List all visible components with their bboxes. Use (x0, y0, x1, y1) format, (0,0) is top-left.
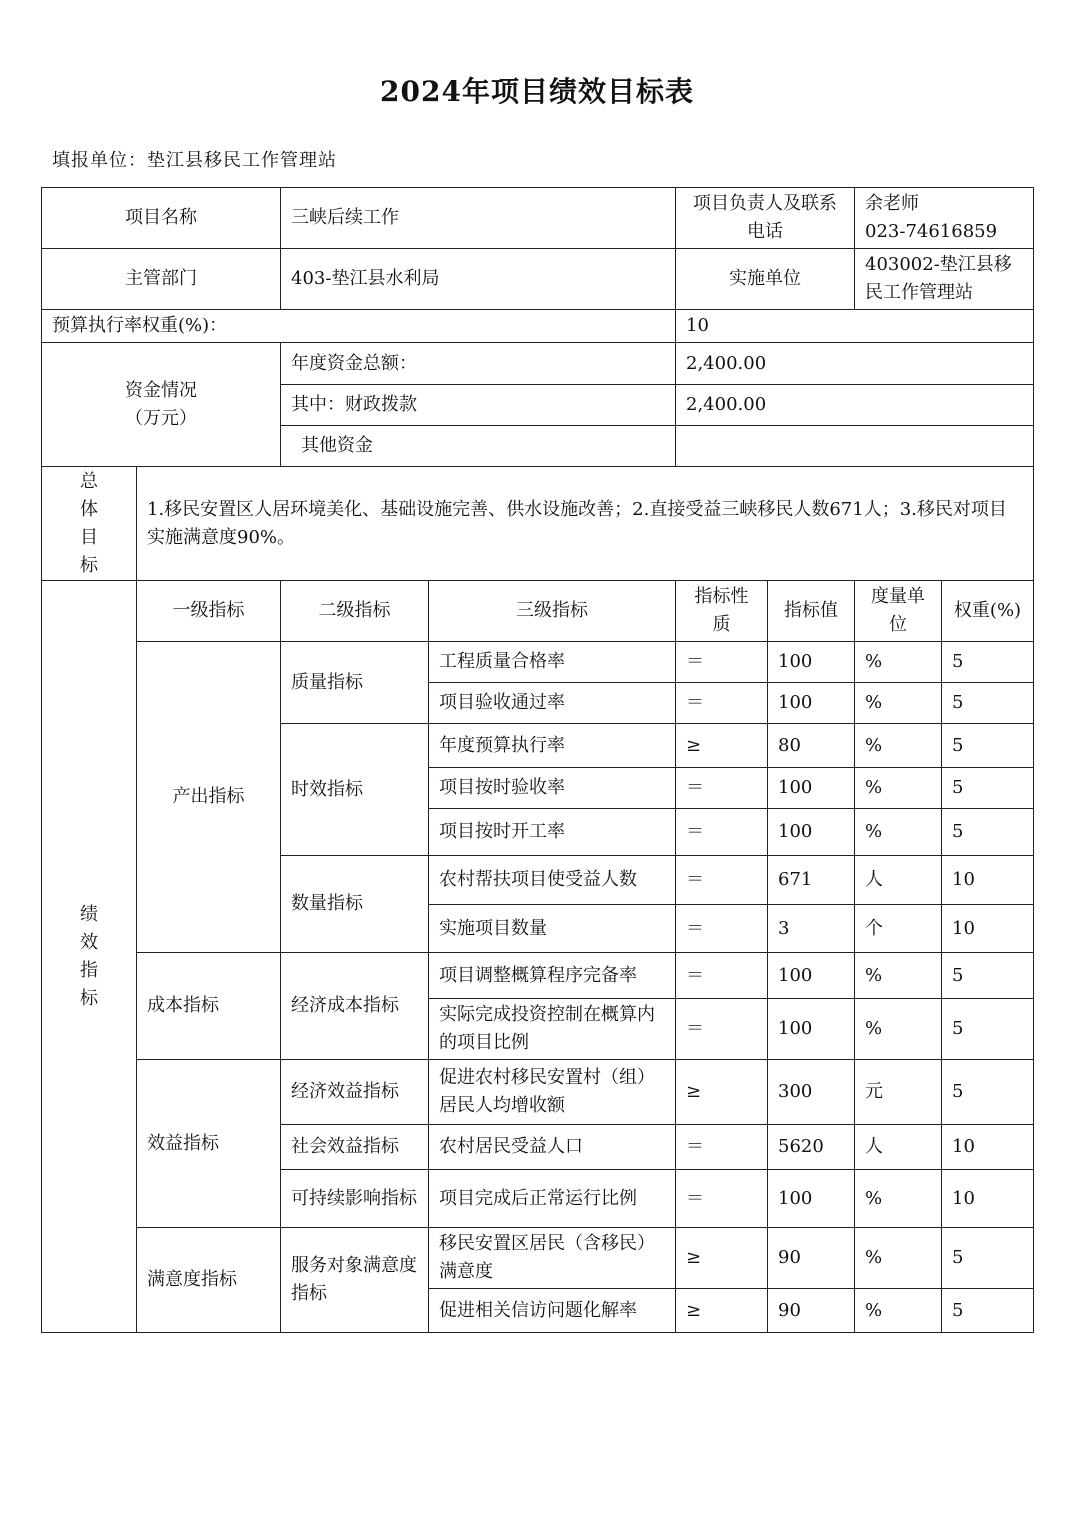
funds-other-value (676, 426, 1034, 467)
project-leader-name: 余老师 (865, 193, 919, 214)
indicator-nature: ≥ (676, 1060, 768, 1125)
page-title: 2024年项目绩效目标表 (380, 75, 694, 108)
indicator-name: 促进农村移民安置村（组）居民人均增收额 (429, 1060, 676, 1125)
indicator-nature: ＝ (676, 856, 768, 905)
level2-social-benefit: 社会效益指标 (281, 1125, 429, 1170)
indicator-unit: % (855, 683, 942, 724)
performance-label-char: 指 (80, 959, 98, 981)
header-level3: 三级指标 (429, 581, 676, 642)
impl-unit-label: 实施单位 (676, 249, 855, 310)
indicator-weight: 5 (942, 999, 1034, 1060)
table-row (42, 1228, 1034, 1289)
indicator-nature: ＝ (676, 683, 768, 724)
indicator-unit: % (855, 642, 942, 683)
indicator-unit: % (855, 1228, 942, 1289)
reporting-unit: 填报单位：垫江县移民工作管理站 (52, 150, 337, 171)
indicator-name: 促进相关信访问题化解率 (429, 1289, 676, 1333)
indicator-value: 90 (768, 1289, 855, 1333)
performance-label-char: 效 (80, 931, 98, 953)
table-row (42, 1060, 1034, 1125)
project-name-label: 项目名称 (42, 188, 281, 249)
header-weight: 权重(%) (942, 581, 1034, 642)
indicator-nature: ≥ (676, 1228, 768, 1289)
level1-benefit: 效益指标 (137, 1060, 281, 1228)
funds-total-value: 2,400.00 (676, 343, 1034, 385)
level1-output: 产出指标 (137, 642, 281, 953)
indicator-name: 实际完成投资控制在概算内的项目比例 (429, 999, 676, 1060)
indicator-value: 100 (768, 642, 855, 683)
project-leader-cell (855, 188, 1034, 249)
indicator-weight: 10 (942, 856, 1034, 905)
project-name-value: 三峡后续工作 (281, 188, 676, 249)
indicator-weight: 5 (942, 809, 1034, 856)
indicator-nature: ＝ (676, 905, 768, 953)
indicator-nature: ＝ (676, 953, 768, 999)
indicator-weight: 5 (942, 1060, 1034, 1125)
indicator-unit: 元 (855, 1060, 942, 1125)
indicator-name: 实施项目数量 (429, 905, 676, 953)
indicator-value: 671 (768, 856, 855, 905)
indicator-value: 100 (768, 953, 855, 999)
indicator-value: 100 (768, 683, 855, 724)
project-leader-phone: 023-74616859 (865, 221, 998, 242)
indicator-name: 项目完成后正常运行比例 (429, 1170, 676, 1228)
indicator-name: 工程质量合格率 (429, 642, 676, 683)
indicator-nature: ≥ (676, 724, 768, 768)
header-value: 指标值 (768, 581, 855, 642)
header-nature: 指标性质 (676, 581, 768, 642)
indicator-unit: % (855, 999, 942, 1060)
level2-timeliness: 时效指标 (281, 724, 429, 856)
project-leader-label: 项目负责人及联系电话 (676, 188, 855, 249)
level2-economic-benefit: 经济效益指标 (281, 1060, 429, 1125)
funds-fiscal-label: 其中：财政拨款 (281, 385, 676, 426)
indicator-weight: 5 (942, 683, 1034, 724)
overall-goal-char: 总 (80, 470, 98, 492)
indicator-unit: 人 (855, 856, 942, 905)
level1-satisfaction: 满意度指标 (137, 1228, 281, 1333)
level2-service-satisfaction: 服务对象满意度指标 (281, 1228, 429, 1333)
indicator-weight: 10 (942, 1125, 1034, 1170)
budget-weight-value: 10 (676, 310, 1034, 343)
overall-goal-char: 目 (80, 526, 98, 548)
indicator-unit: % (855, 1170, 942, 1228)
indicator-name: 农村帮扶项目使受益人数 (429, 856, 676, 905)
overall-goal-label (42, 467, 137, 581)
indicator-weight: 5 (942, 724, 1034, 768)
funds-total-label: 年度资金总额： (281, 343, 676, 385)
header-unit: 度量单位 (855, 581, 942, 642)
header-level1: 一级指标 (137, 581, 281, 642)
indicator-weight: 10 (942, 905, 1034, 953)
level2-sustainability: 可持续影响指标 (281, 1170, 429, 1228)
budget-weight-label: 预算执行率权重(%)： (42, 310, 676, 343)
indicator-nature: ＝ (676, 809, 768, 856)
impl-unit-value: 403002-垫江县移民工作管理站 (855, 249, 1034, 310)
indicator-unit: 人 (855, 1125, 942, 1170)
overall-goal-char: 标 (80, 554, 98, 576)
indicator-name: 项目按时开工率 (429, 809, 676, 856)
indicator-nature: ＝ (676, 1170, 768, 1228)
indicator-weight: 5 (942, 1228, 1034, 1289)
overall-goal-char: 体 (80, 498, 98, 520)
indicator-nature: ＝ (676, 999, 768, 1060)
dept-label: 主管部门 (42, 249, 281, 310)
indicator-nature: ≥ (676, 1289, 768, 1333)
indicator-weight: 10 (942, 1170, 1034, 1228)
indicator-value: 5620 (768, 1125, 855, 1170)
indicator-unit: % (855, 953, 942, 999)
indicator-name: 项目按时验收率 (429, 768, 676, 809)
funds-other-label: 其他资金 (281, 426, 676, 467)
indicator-unit: 个 (855, 905, 942, 953)
indicator-weight: 5 (942, 953, 1034, 999)
indicator-value: 100 (768, 999, 855, 1060)
indicator-value: 3 (768, 905, 855, 953)
indicator-name: 年度预算执行率 (429, 724, 676, 768)
indicator-unit: % (855, 1289, 942, 1333)
indicator-name: 农村居民受益人口 (429, 1125, 676, 1170)
indicator-weight: 5 (942, 1289, 1034, 1333)
indicator-name: 移民安置区居民（含移民）满意度 (429, 1228, 676, 1289)
table-row (42, 642, 1034, 683)
performance-table (41, 187, 1034, 1333)
performance-label-char: 标 (80, 987, 98, 1009)
level1-cost: 成本指标 (137, 953, 281, 1060)
indicator-value: 100 (768, 768, 855, 809)
indicator-name: 项目验收通过率 (429, 683, 676, 724)
indicator-value: 100 (768, 1170, 855, 1228)
level2-quantity: 数量指标 (281, 856, 429, 953)
indicator-weight: 5 (942, 642, 1034, 683)
indicator-name: 项目调整概算程序完备率 (429, 953, 676, 999)
funds-label-line1: 资金情况 (125, 379, 197, 401)
funds-label-line2: （万元） (125, 407, 197, 429)
indicator-value: 90 (768, 1228, 855, 1289)
indicator-nature: ＝ (676, 768, 768, 809)
level2-economic-cost: 经济成本指标 (281, 953, 429, 1060)
indicator-value: 300 (768, 1060, 855, 1125)
performance-indicators-label (42, 581, 137, 1333)
dept-value: 403-垫江县水利局 (281, 249, 676, 310)
performance-label-char: 绩 (80, 903, 98, 925)
indicator-nature: ＝ (676, 642, 768, 683)
indicator-unit: % (855, 768, 942, 809)
indicator-value: 80 (768, 724, 855, 768)
indicator-nature: ＝ (676, 1125, 768, 1170)
funds-fiscal-value: 2,400.00 (676, 385, 1034, 426)
indicator-unit: % (855, 724, 942, 768)
indicator-value: 100 (768, 809, 855, 856)
table-row (42, 953, 1034, 999)
funds-label (42, 343, 281, 467)
header-level2: 二级指标 (281, 581, 429, 642)
level2-quality: 质量指标 (281, 642, 429, 724)
indicator-weight: 5 (942, 768, 1034, 809)
overall-goal-text: 1.移民安置区人居环境美化、基础设施完善、供水设施改善；2.直接受益三峡移民人数671人；3.移民对项目实施满意度90%。 (137, 467, 1034, 581)
indicator-unit: % (855, 809, 942, 856)
